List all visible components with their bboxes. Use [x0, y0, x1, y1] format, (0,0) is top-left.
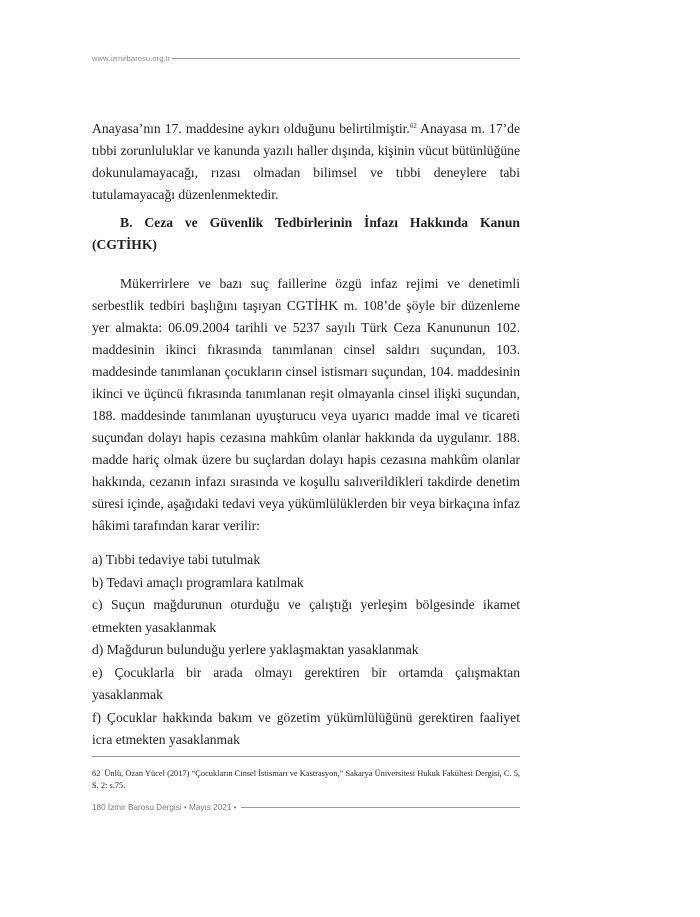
- paragraph-1-text: Anayasa’nın 17. maddesine aykırı olduğunu belirtilmiştir.: [92, 121, 410, 136]
- footnote-separator-line: [322, 756, 520, 757]
- footer-rule: [241, 807, 520, 808]
- list-item: b) Tedavi amaçlı programlara katılmak: [92, 574, 304, 590]
- footnote-text: Ünlü, Ozan Yücel (2017) “Çocukların Cinsel İstismarı ve Kastrasyon,” Sakarya Üniversitesi Hukuk Fakültesi Dergisi, C. 5, S. 2: s.75.: [92, 769, 520, 790]
- section-heading: B. Ceza ve Güvenlik Tedbirlerinin İnfazı Hakkında Kanun (CGTİHK): [92, 215, 520, 252]
- measures-list: [92, 549, 520, 752]
- header-url: www.izmirbarosu.org.tr: [92, 53, 171, 63]
- list-item: c) Suçun mağdurunun oturduğu ve çalıştığı yerleşim bölgesinde ikamet etmekten yasaklanmak: [92, 597, 520, 635]
- list-item: e) Çocuklarla bir arada olmayı gerektiren bir ortamda çalışmaktan yasaklanmak: [92, 664, 520, 702]
- footnote-separator: [92, 756, 520, 762]
- header-rule: [172, 58, 520, 59]
- list-item: f) Çocuklar hakkında bakım ve gözetim yükümlülüğünü gerektiren faaliyet icra etmekten yasaklanmak: [92, 709, 520, 747]
- list-item: d) Mağdurun bulunduğu yerlere yaklaşmaktan yasaklanmak: [92, 642, 419, 657]
- page-header: [92, 51, 520, 65]
- paragraph-1: [92, 118, 520, 206]
- paragraph-2: Mükerrirlere ve bazı suç faillerine özgü infaz rejimi ve denetimli serbestlik tedbiri başlığını taşıyan CGTİHK m. 108’de şöyle bir düzenleme yer almakta: 06.09.2004 tarihli ve 5237 sayılı Türk Ceza Kanununun 102. maddesinin ikinci fıkrasında tanımlanan cinsel saldırı suçundan, 103. maddesinde tanımlanan çocukların cinsel istismarı suçundan, 104. maddesinin ikinci ve üçüncü fıkrasında tanımlanan reşit olmayanla cinsel ilişki suçundan, 188. maddesinde tanımlanan uyuşturucu veya uyarıcı madde imal ve ticareti suçundan dolayı hapis cezasına mahkûm olanlar hakkında da uygulanır. 188. madde hariç olmak üzere bu suçlardan dolayı hapis cezasına mahkûm olanlar hakkında, cezanın infazı sırasında ve koşullu salıverildikleri takdirde denetim süresi içinde, aşağıdaki tedavi veya yükümlülüklerden bir veya birkaçına infaz hâkimi tarafından karar verilir:: [92, 276, 520, 533]
- footnote-separator-line: [92, 756, 322, 757]
- paragraph-1-text-after: Anayasa m. 17’de tıbbi zorunluluklar ve kanunda yazılı haller dışında, kişinin vücut bütünlüğüne dokunulamayacağı, rızası olmadan bilimsel ve tıbbi deneylere tabi tutulamayacağı düzenlenmektedir.: [92, 121, 520, 202]
- list-item: a) Tıbbi tedaviye tabi tutulmak: [92, 552, 261, 567]
- page-footer: [92, 800, 520, 814]
- footnote-reference[interactable]: 62: [409, 122, 417, 130]
- footer-text: 180 İzmir Barosu Dergisi • Mayıs 2021 •: [92, 802, 237, 812]
- footnote-number: 62: [92, 769, 101, 778]
- footnote: [92, 768, 520, 792]
